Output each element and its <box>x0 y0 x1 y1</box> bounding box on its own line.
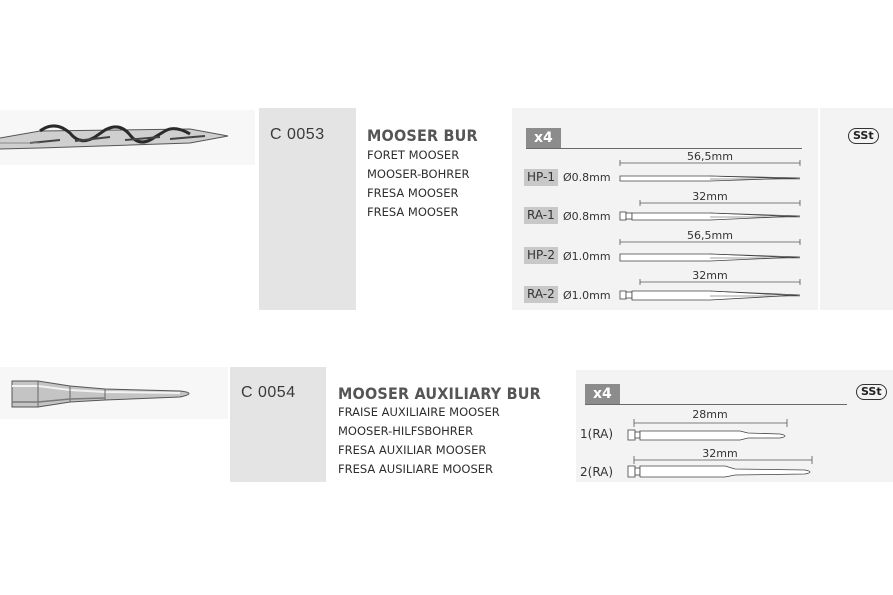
diameter-label: Ø0.8mm <box>563 210 611 223</box>
bur-diagram-hp <box>610 158 810 188</box>
translation-it: FRESA AUSILIARE MOOSER <box>338 462 494 476</box>
variant-label: RA-1 <box>524 207 558 224</box>
variant-label: HP-2 <box>524 247 558 264</box>
length-label: 56,5mm <box>687 229 733 242</box>
diameter-label: Ø1.0mm <box>563 289 611 302</box>
bur-diagram-ra <box>610 277 810 307</box>
sst-badge: SSt <box>848 128 879 144</box>
sst-badge: SSt <box>856 384 887 400</box>
length-label: 32mm <box>692 190 728 203</box>
bur-diagram-ra <box>620 454 830 484</box>
quantity-underline <box>526 148 802 149</box>
translation-de: MOOSER-HILFSBOHRER <box>338 424 474 438</box>
length-label: 56,5mm <box>687 150 733 163</box>
quantity-badge: x4 <box>585 384 620 404</box>
variant-label: 2(RA) <box>580 465 614 479</box>
translation-es: FRESA AUXILIAR MOOSER <box>338 443 487 457</box>
length-label: 32mm <box>692 269 728 282</box>
variant-label: RA-2 <box>524 286 558 303</box>
product-translations <box>338 403 500 479</box>
product-title: MOOSER AUXILIARY BUR <box>338 384 541 403</box>
length-label: 32mm <box>702 447 738 460</box>
quantity-underline <box>585 404 847 405</box>
product-title: MOOSER BUR <box>367 126 478 145</box>
translation-de: MOOSER-BOHRER <box>367 167 470 181</box>
product-code: C 0053 <box>270 126 325 143</box>
diameter-label: Ø0.8mm <box>563 171 611 184</box>
translation-es: FRESA MOOSER <box>367 186 459 200</box>
product-code: C 0054 <box>241 384 296 401</box>
length-label: 28mm <box>692 408 728 421</box>
translation-fr: FRAISE AUXILIAIRE MOOSER <box>338 405 500 419</box>
bur-diagram-ra <box>610 198 810 228</box>
quantity-badge: x4 <box>526 128 561 148</box>
variant-label: 1(RA) <box>580 427 614 441</box>
product-translations <box>367 146 470 222</box>
translation-it: FRESA MOOSER <box>367 205 459 219</box>
diameter-label: Ø1.0mm <box>563 250 611 263</box>
bur-diagram-ra <box>620 416 820 446</box>
variant-label: HP-1 <box>524 169 558 186</box>
translation-fr: FORET MOOSER <box>367 148 460 162</box>
bur-diagram-hp <box>610 237 810 267</box>
